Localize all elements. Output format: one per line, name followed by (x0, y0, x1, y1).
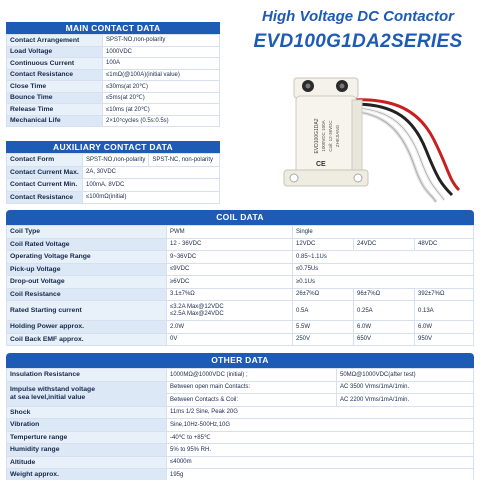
row-value: ≤100mΩ(initial) (83, 191, 220, 204)
table-row (7, 35, 220, 47)
row-label: Release Time (7, 104, 103, 116)
row-value: Single (293, 226, 474, 239)
row-value: ≤4000m (167, 456, 474, 469)
table-row (7, 288, 474, 301)
row-value: 0V (167, 333, 293, 346)
table-row (7, 333, 474, 346)
row-value: 5.5W (293, 321, 354, 334)
table-row (7, 92, 220, 104)
row-value: 0.85~1.1Us (293, 251, 474, 264)
row-label: Altitude (7, 456, 167, 469)
row-value: 1000VDC (103, 46, 220, 58)
row-label: Contact Form (7, 154, 83, 167)
row-label: Contact Arrangement (7, 35, 103, 47)
table-row (7, 81, 220, 93)
row-value: SPST-NO,non-polarity (103, 35, 220, 47)
row-value: 195g (167, 469, 474, 480)
row-value: 2×10⁵cycles (0.5s:0.5s) (103, 115, 220, 127)
main-contact-panel (6, 22, 220, 127)
contactor-photo (244, 70, 474, 205)
other-header: OTHER DATA (6, 353, 474, 368)
row-label: Contact Resistance (7, 191, 83, 204)
title-block (240, 4, 476, 62)
row-value: ≤0.75Us (293, 263, 474, 276)
row-label: Shock (7, 406, 167, 419)
row-label (7, 381, 167, 406)
row-value: Between Contacts & Coil: (167, 394, 337, 407)
table-row (7, 406, 474, 419)
row-label: Insulation Resistance (7, 369, 167, 382)
other-panel (6, 353, 474, 480)
row-value: 100mA, 8VDC (83, 179, 220, 192)
table-row (7, 154, 220, 167)
photo-label-line2: 1000VDC 100A (321, 120, 326, 152)
row-label: Coil Back EMF approx. (7, 333, 167, 346)
row-label: Continuous Current (7, 58, 103, 70)
table-row (7, 58, 220, 70)
row-value: ≥0.1Us (293, 276, 474, 289)
row-value: AC 2200 Vrms/1mA/1min. (337, 394, 474, 407)
table-row (7, 456, 474, 469)
series-title: EVD100G1DA2SERIES (253, 31, 463, 52)
table-row (7, 251, 474, 264)
row-value-line: ≤3.2A Max@12VDC (170, 303, 224, 310)
row-label: Vibration (7, 419, 167, 432)
table-row (7, 431, 474, 444)
row-label: Operating Voltage Range (7, 251, 167, 264)
row-value: 6.0W (354, 321, 415, 334)
row-value: 0.13A (415, 301, 474, 321)
table-row (7, 469, 474, 480)
table-row (7, 179, 220, 192)
contactor-illustration (244, 70, 474, 205)
row-label: Coil Type (7, 226, 167, 239)
row-value: SPST-NC, non-polarity (149, 154, 220, 167)
row-value: ≤5ms(at 20℃) (103, 92, 220, 104)
row-value: 12VDC (293, 238, 354, 251)
row-value: 26±7%Ω (293, 288, 354, 301)
table-row (7, 263, 474, 276)
row-label: Mechanical Life (7, 115, 103, 127)
photo-label-line1: EVD100G1DA2 (314, 118, 320, 154)
table-row (7, 166, 220, 179)
table-row (7, 191, 220, 204)
aux-contact-table (6, 153, 220, 204)
row-label: Contact Current Min. (7, 179, 83, 192)
table-row (7, 321, 474, 334)
row-value: ≤1mΩ(@100A)(initial value) (103, 69, 220, 81)
product-title: High Voltage DC Contactor (262, 8, 454, 25)
coil-header: COIL DATA (6, 210, 474, 225)
row-value-line: ≤2.5A Max@24VDC (170, 310, 224, 317)
table-row (7, 301, 474, 321)
row-value: 12 - 36VDC (167, 238, 293, 251)
row-value: 2.0W (167, 321, 293, 334)
row-label: Contact Resistance (7, 69, 103, 81)
row-value: 50MΩ@1000VDC(after test) (337, 369, 474, 382)
table-row (7, 238, 474, 251)
row-value: 24VDC (354, 238, 415, 251)
row-value: SPST-NO,non-polarity (83, 154, 149, 167)
table-row (7, 381, 474, 394)
row-value: 1000MΩ@1000VDC (initial) ; (167, 369, 337, 382)
row-value: 48VDC (415, 238, 474, 251)
table-row (7, 69, 220, 81)
row-label: Humidity range (7, 444, 167, 457)
row-value: PWM (167, 226, 293, 239)
row-label-line: at sea level,initial value (10, 393, 86, 401)
row-value: 96±7%Ω (354, 288, 415, 301)
row-label-line: Impulse withstand voltage (10, 385, 95, 393)
other-table (6, 368, 474, 480)
row-value: AC 3500 Vrms/1mA/1min. (337, 381, 474, 394)
row-value: 9~36VDC (167, 251, 293, 264)
row-value: 11ms 1/2 Sine, Peak 20G (167, 406, 474, 419)
row-label: Drop-out Voltage (7, 276, 167, 289)
aux-contact-panel (6, 141, 220, 204)
row-value: ≤30ms(at 20℃) (103, 81, 220, 93)
row-value: 3.1±7%Ω (167, 288, 293, 301)
row-label: Coil Rated Voltage (7, 238, 167, 251)
table-row (7, 276, 474, 289)
row-value: 392±7%Ω (415, 288, 474, 301)
row-value: ≥6VDC (167, 276, 293, 289)
main-contact-header: MAIN CONTACT DATA (6, 22, 220, 34)
row-label: Weight approx. (7, 469, 167, 480)
row-value: 2A, 30VDC (83, 166, 220, 179)
table-row (7, 115, 220, 127)
row-label: Contact Current Max. (7, 166, 83, 179)
aux-contact-header: AUXILIARY CONTACT DATA (6, 141, 220, 153)
coil-table (6, 225, 474, 346)
row-label: Pick-up Voltage (7, 263, 167, 276)
table-row (7, 369, 474, 382)
row-value: 6.0W (415, 321, 474, 334)
row-value (167, 301, 293, 321)
row-value: ≤10ms (at 20℃) (103, 104, 220, 116)
row-value: 950V (415, 333, 474, 346)
row-value: Between open main Contacts: (167, 381, 337, 394)
row-value: Sine,10Hz-500Hz,10G (167, 419, 474, 432)
row-value: 0.25A (354, 301, 415, 321)
table-row (7, 46, 220, 58)
row-label: Bounce Time (7, 92, 103, 104)
main-contact-table (6, 34, 220, 127)
row-label: Holding Power approx. (7, 321, 167, 334)
photo-label-line3: Coil: 12-36VDC (328, 120, 333, 152)
row-label: Rated Starting current (7, 301, 167, 321)
row-label: Load Voltage (7, 46, 103, 58)
row-value: 0.5A (293, 301, 354, 321)
row-value: 5% to 95% RH. (167, 444, 474, 457)
row-value: ≤9VDC (167, 263, 293, 276)
row-label: Temperture range (7, 431, 167, 444)
row-label: Close Time (7, 81, 103, 93)
table-row (7, 444, 474, 457)
row-value: 650V (354, 333, 415, 346)
row-value: -40℃ to +85℃ (167, 431, 474, 444)
table-row (7, 104, 220, 116)
row-label: Coil Resistance (7, 288, 167, 301)
row-value: 100A (103, 58, 220, 70)
photo-label-line4: ZHEJIANG (335, 124, 340, 148)
coil-panel (6, 210, 474, 346)
table-row (7, 226, 474, 239)
ce-mark: CE (316, 161, 326, 168)
table-row (7, 419, 474, 432)
row-value: 250V (293, 333, 354, 346)
